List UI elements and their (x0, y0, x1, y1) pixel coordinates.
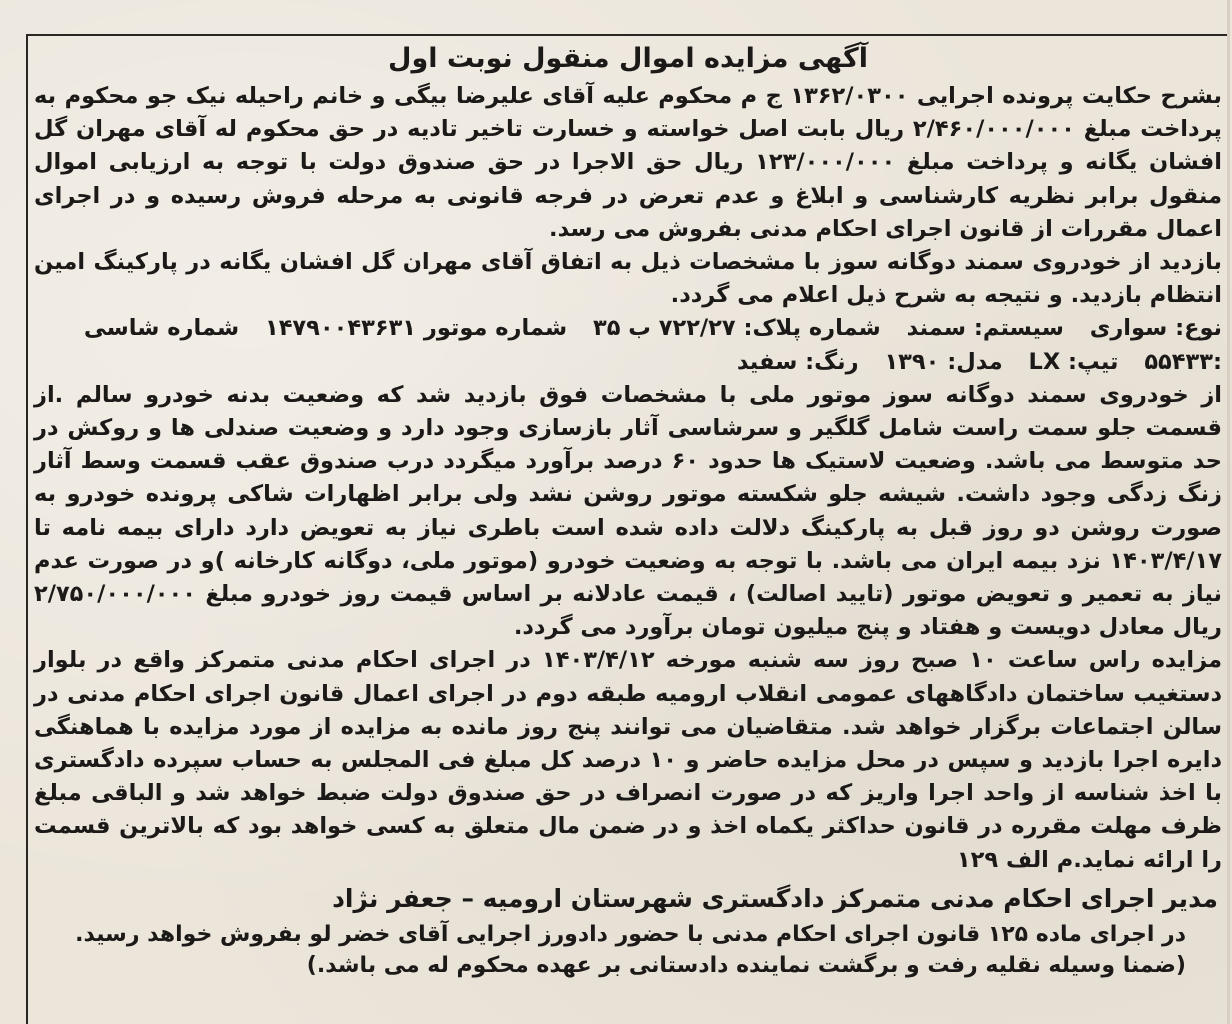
page-edge (1227, 0, 1230, 1024)
chassis-number: :۵۵۴۳۳ (1144, 348, 1222, 375)
vehicle-system: سیستم: سمند (906, 315, 1064, 342)
engine-number: شماره موتور ۱۴۷۹۰۰۴۳۶۳۱ (264, 315, 568, 342)
case-paragraph: بشرح حکایت پرونده اجرایی ۱۳۶۲/۰۳۰۰ ج م محکوم علیه آقای علیرضا بیگی و خانم راحیله نیک جو محکوم به پرداخت مبلغ ۲/۴۶۰/۰۰۰/۰۰۰ ریال بابت اصل خواسته و خسارت تاخیر تادیه در حق محکوم له آقای مهران گل افشان یگانه و پرداخت مبلغ ۱۲۳/۰۰۰/۰۰۰ ریال حق الاجرا در حق صندوق دولت با توجه به ارزیابی اموال منقول برابر نظریه کارشناسی و ابلاغ و عدم تعرض در فرجه قانونی به مرحله فروش رسیده و در اجرای اعمال مقررات از قانون اجرای احکام مدنی بفروش می رسد. (34, 83, 1222, 242)
vehicle-trim: تیپ: LX (1028, 348, 1119, 375)
vehicle-type: نوع: سواری (1089, 315, 1222, 342)
notice-title: آگهی مزایده اموال منقول نوبت اول (388, 43, 868, 74)
footnote-transport: (ضمنا وسیله نقلیه رفت و برگشت نماینده دادستانی بر عهده محکوم له می باشد.) (306, 952, 1186, 978)
auction-details-paragraph: مزایده راس ساعت ۱۰ صبح روز سه شنبه مورخه ۱۴۰۳/۴/۱۲ در اجرای احکام مدنی متمرکز واقع در بلوار دستغیب ساختمان دادگاههای عمومی انقلاب ارومیه طبقه دوم در اجرای اعمال قانون اجرای احکام مدنی در سالن اجتماعات برگزار خواهد شد. متقاضیان می توانند پنج روز مانده به مزایده از مورد مزایده با هماهنگی دایره اجرا بازدید و سپس در محل مزایده حاضر و ۱۰ درصد کل مبلغ فی المجلس به حساب سپرده دادگستری با اخذ شناسه از واحد اجرا واریز که در صورت انصراف در حق صندوق دولت ضبط خواهد شد و الباقی مبلغ ظرف مهلت مقرره در قانون حداکثر یکماه اخذ و در ضمن مال متعلق به کسی خواهد بود که بالاترین قسمت را ارائه نماید.م الف ۱۲۹ (34, 647, 1222, 873)
vehicle-model: مدل: ۱۳۹۰ (884, 348, 1003, 375)
specs-line-2 (34, 346, 1222, 379)
vehicle-plate: شماره پلاک: ۷۲۲/۲۷ ب ۳۵ (592, 315, 881, 342)
specs-line-1 (34, 312, 1222, 345)
signature-line: مدیر اجرای احکام مدنی متمرکز دادگستری شهرستان ارومیه – جعفر نژاد (332, 883, 1218, 913)
inspection-paragraph: بازدید از خودروی سمند دوگانه سوز با مشخصات ذیل به اتفاق آقای مهران گل افشان یگانه در پارکینگ امین انتظام بازدید. و نتیجه به شرح ذیل اعلام می گردد. (34, 249, 1222, 309)
auction-notice (34, 40, 1222, 981)
vehicle-specs (34, 312, 1222, 378)
chassis-label: شماره شاسی (83, 315, 240, 342)
condition-paragraph: از خودروی سمند دوگانه سوز موتور ملی با مشخصات فوق بازدید شد که وضعیت بدنه خودرو سالم .از قسمت جلو سمت راست شامل گلگیر و سرشاسی آثار بازسازی وجود دارد و وضعیت صندلی ها و روکش در حد متوسط می باشد. وضعیت لاستیک ها حدود ۶۰ درصد برآورد میگردد درب صندوق عقب قسمت وسط آثار زنگ زدگی وجود داشت. شیشه جلو شکسته موتور روشن نشد ولی برابر اظهارات شاکی پرونده خودرو به صورت روشن دو روز قبل به پارکینگ دلالت داده شده است باطری نیاز به تعویض دارد دارای بیمه نامه تا ۱۴۰۳/۴/۱۷ نزد بیمه ایران می باشد. با توجه به وضعیت خودرو (موتور ملی، دوگانه کارخانه )و در صورت عدم نیاز به تعمیر و تعویض موتور (تایید اصالت) ، قیمت عادلانه بر اساس قیمت روز خودرو مبلغ ۲/۷۵۰/۰۰۰/۰۰۰ ریال معادل دویست و هفتاد و پنج میلیون تومان برآورد می گردد. (34, 381, 1222, 641)
vehicle-color: رنگ: سفید (736, 348, 859, 375)
footnote-article-125: در اجرای ماده ۱۲۵ قانون اجرای احکام مدنی با حضور دادورز اجرایی آقای خضر لو بفروش خواهد رسید. (75, 921, 1186, 947)
